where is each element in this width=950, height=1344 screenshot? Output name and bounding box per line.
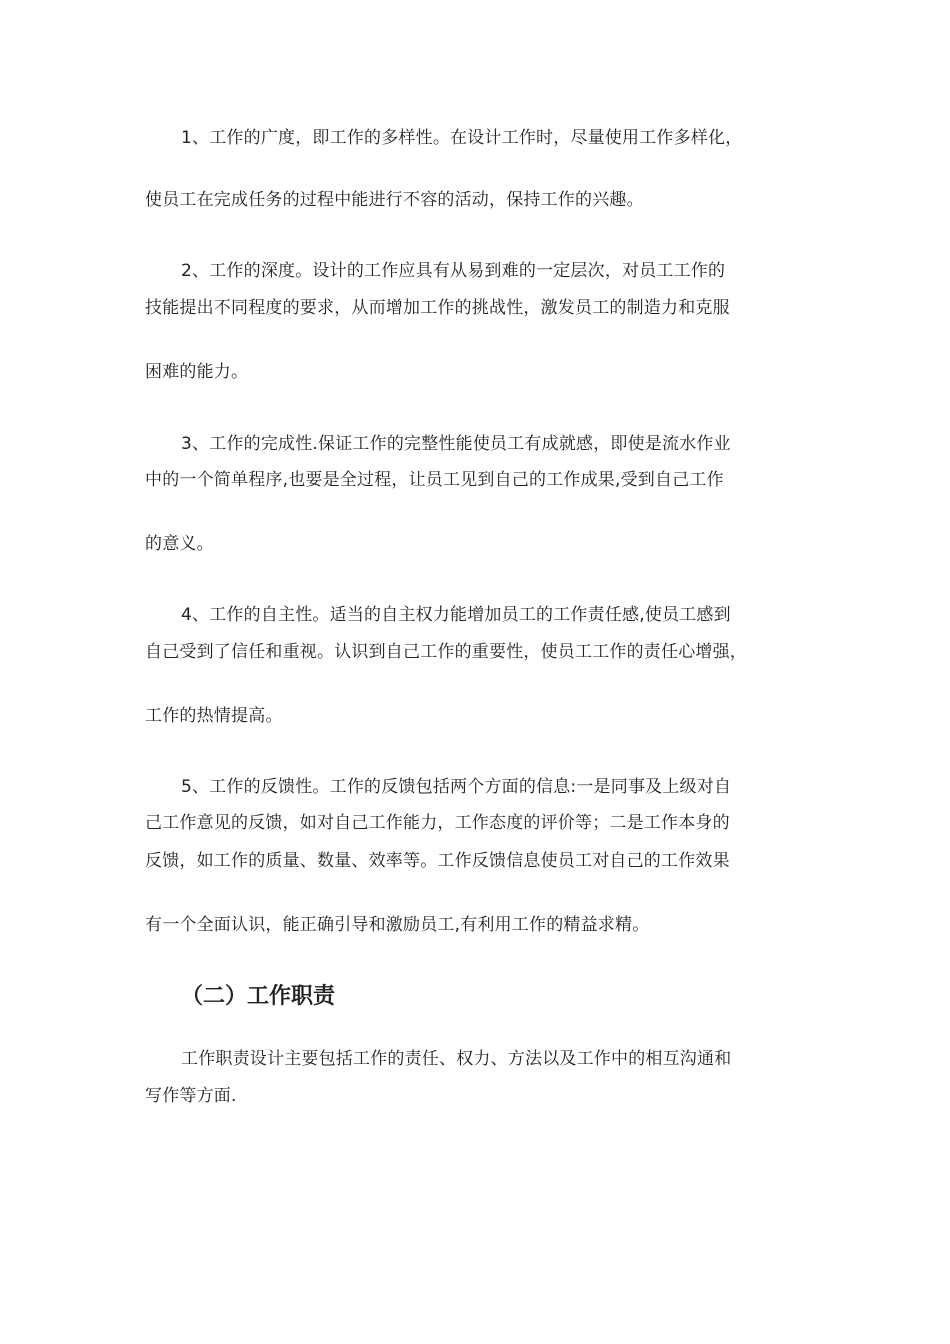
paragraph-2-line-1: 2、工作的深度。设计的工作应具有从易到难的一定层次，对员工工作的 <box>181 261 726 281</box>
paragraph-5-line-2: 己工作意见的反馈，如对自己工作能力，工作态度的评价等；二是工作本身的 <box>145 813 730 833</box>
paragraph-3-line-2: 中的一个简单程序,也要是全过程，让员工见到自己的工作成果,受到自己工作 <box>145 470 724 490</box>
paragraph-4-line-3: 工作的热情提高。 <box>145 706 283 726</box>
paragraph-4-line-1: 4、工作的自主性。适当的自主权力能增加员工的工作责任感,使员工感到 <box>181 605 731 625</box>
paragraph-5-line-3: 反馈，如工作的质量、数量、效率等。工作反馈信息使员工对自己的工作效果 <box>145 851 730 871</box>
paragraph-5-line-4: 有一个全面认识，能正确引导和激励员工,有利用工作的精益求精。 <box>145 915 650 935</box>
section-line-2: 写作等方面. <box>145 1086 237 1106</box>
paragraph-4-line-2: 自己受到了信任和重视。认识到自己工作的重要性，使员工工作的责任心增强， <box>145 642 747 662</box>
paragraph-1-line-1: 1、工作的广度，即工作的多样性。在设计工作时，尽量使用工作多样化， <box>181 128 743 148</box>
section-line-1: 工作职责设计主要包括工作的责任、权力、方法以及工作中的相互沟通和 <box>181 1049 732 1069</box>
paragraph-2-line-2: 技能提出不同程度的要求，从而增加工作的挑战性，激发员工的制造力和克服 <box>145 298 730 318</box>
paragraph-2-line-3: 困难的能力。 <box>145 362 249 382</box>
paragraph-3-line-3: 的意义。 <box>145 534 214 554</box>
paragraph-3-line-1: 3、工作的完成性.保证工作的完整性能使员工有成就感，即使是流水作业 <box>181 434 731 454</box>
paragraph-1-line-2: 使员工在完成任务的过程中能进行不容的活动，保持工作的兴趣。 <box>145 190 644 210</box>
section-heading: （二）工作职责 <box>181 984 336 1009</box>
paragraph-5-line-1: 5、工作的反馈性。工作的反馈包括两个方面的信息:一是同事及上级对自 <box>181 777 732 797</box>
